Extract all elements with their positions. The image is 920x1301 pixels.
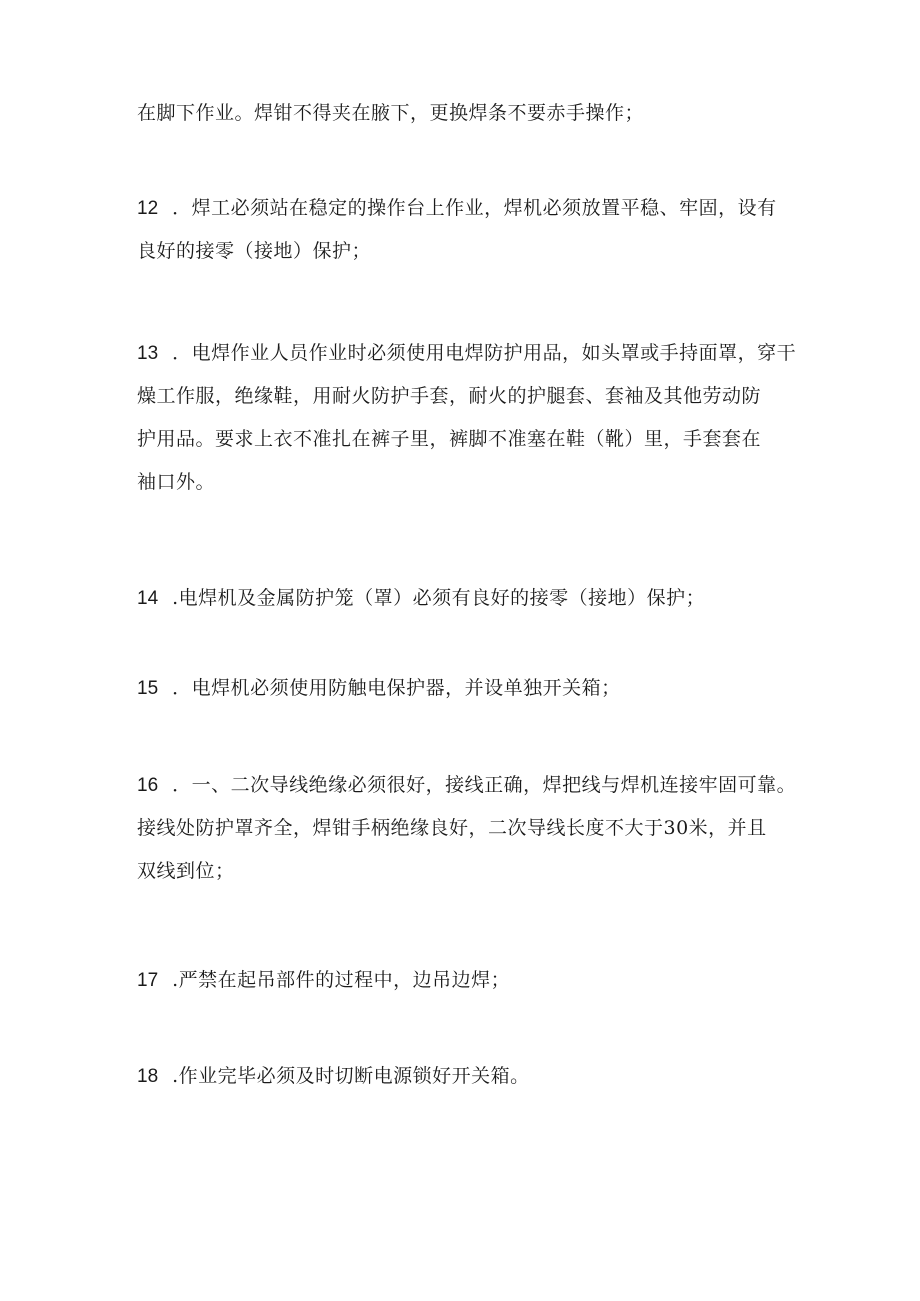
text-line xyxy=(137,332,797,375)
text-line xyxy=(137,577,797,620)
item-text: .电焊机及金属防护笼（罩）必须有良好的接零（接地）保护； xyxy=(172,587,706,609)
text-line: 接线处防护罩齐全，焊钳手柄绝缘良好，二次导线长度不大于30米，并且 xyxy=(137,817,767,839)
text-line xyxy=(137,764,797,807)
item-number: 17 xyxy=(137,970,159,991)
paragraph-item-14 xyxy=(137,577,797,620)
item-text: ．电焊作业人员作业时必须使用电焊防护用品，如头罩或手持面罩，穿干 xyxy=(172,342,797,364)
text-line: 良好的接零（接地）保护； xyxy=(137,240,372,262)
item-number: 14 xyxy=(137,588,159,609)
paragraph-item-18 xyxy=(137,1055,797,1098)
item-number: 12 xyxy=(137,198,159,219)
paragraph-item-13 xyxy=(137,332,797,504)
text-line: 在脚下作业。焊钳不得夹在腋下，更换焊条不要赤手操作； xyxy=(137,102,645,124)
item-text: ．电焊机必须使用防触电保护器，并设单独开关箱； xyxy=(172,677,621,699)
text-line: 护用品。要求上衣不准扎在裤子里，裤脚不准塞在鞋（靴）里，手套套在 xyxy=(137,428,762,450)
paragraph-item-12 xyxy=(137,187,797,273)
text-line: 袖口外。 xyxy=(137,471,216,493)
text-line: 双线到位； xyxy=(137,860,235,882)
item-number: 13 xyxy=(137,343,159,364)
text-line xyxy=(137,667,797,710)
paragraph-item-16 xyxy=(137,764,797,893)
item-text: ．焊工必须站在稳定的操作台上作业，焊机必须放置平稳、牢固，设有 xyxy=(172,197,777,219)
text-line: 燥工作服，绝缘鞋，用耐火防护手套，耐火的护腿套、套袖及其他劳动防 xyxy=(137,385,762,407)
item-number: 18 xyxy=(137,1066,159,1087)
paragraph-continuation xyxy=(137,92,797,135)
text-line xyxy=(137,1055,797,1098)
item-text: .严禁在起吊部件的过程中，边吊边焊； xyxy=(172,969,511,991)
paragraph-item-15 xyxy=(137,667,797,710)
item-text: .作业完毕必须及时切断电源锁好开关箱。 xyxy=(172,1065,530,1087)
paragraph-item-17 xyxy=(137,959,797,1002)
item-number: 16 xyxy=(137,775,159,796)
item-number: 15 xyxy=(137,678,159,699)
text-line xyxy=(137,187,797,230)
item-text: ．一、二次导线绝缘必须很好，接线正确，焊把线与焊机连接牢固可靠。 xyxy=(172,774,797,796)
text-line xyxy=(137,959,797,1002)
